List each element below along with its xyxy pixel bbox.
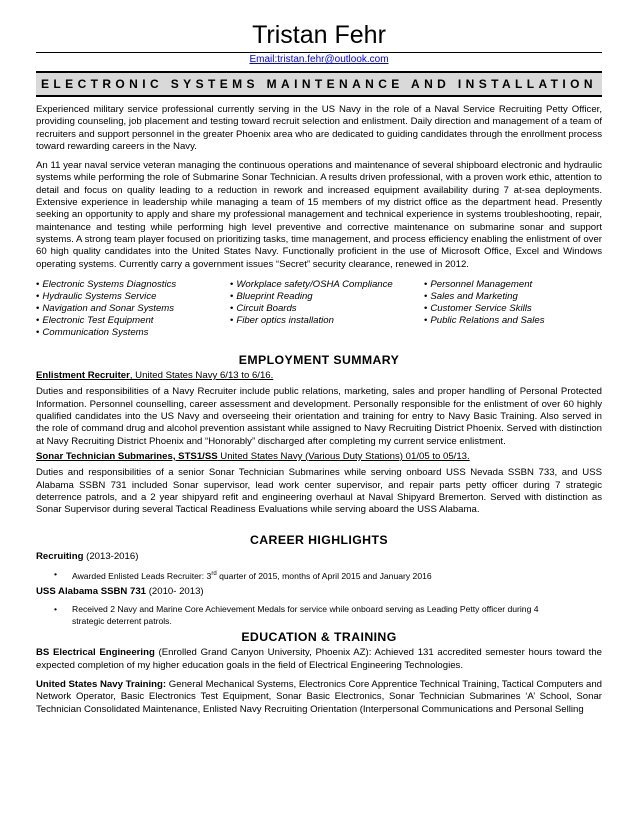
highlight-2-bullet: • Received 2 Navy and Marine Core Achievement Medals for service while onboard serving as Leading Petty officer during 4 <box>36 603 602 615</box>
training-paragraph <box>36 679 602 716</box>
skills-list <box>36 279 602 339</box>
skills-column-1 <box>36 279 230 339</box>
skill-item: • Communication Systems <box>36 327 230 339</box>
job-2-line <box>36 451 602 464</box>
highlight-1-years: (2013-2016) <box>83 550 139 562</box>
skills-column-2 <box>230 279 424 339</box>
highlight-2-title: USS Alabama SSBN 731 <box>36 586 147 598</box>
title-banner: ELECTRONIC SYSTEMS MAINTENANCE AND INSTALLATION <box>36 71 602 97</box>
resume-page <box>36 14 602 716</box>
email-link[interactable]: Email:tristan.fehr@outlook.com <box>249 54 389 65</box>
job-2-title: Sonar Technician Submarines, STS1/SS <box>36 450 218 462</box>
highlights-heading: CAREER HIGHLIGHTS <box>250 532 388 547</box>
skill-item: • Electronic Systems Diagnostics <box>36 279 230 291</box>
highlight-2-bullet-continued: strategic deterrent patrols. <box>72 616 172 627</box>
highlight-1-bullet <box>36 568 602 582</box>
skill-item: • Hydraulic Systems Service <box>36 291 230 303</box>
skill-item: • Customer Service Skills <box>424 303 602 315</box>
skill-item: • Navigation and Sonar Systems <box>36 303 230 315</box>
skill-item: • Fiber optics installation <box>230 315 424 327</box>
highlight-1-bullet-text: Awarded Enlisted Leads Recruiter: 3 <box>72 570 212 581</box>
degree-paragraph <box>36 647 602 672</box>
job-2-details: United States Navy (Various Duty Stations) 01/05 to 05/13. <box>217 450 470 462</box>
highlight-1-bullet-sup: rd <box>211 570 217 577</box>
summary-paragraph-2: An 11 year naval service veteran managing the continuous operations and maintenance of several shipboard electronic and hydraulic systems while performing the role of Submarine Sonar Technician. A results driven professional, with a proven work ethic, attention to detail and focus on quality leading to a reduction in rework and increased equipment availability during 7 at-sea deployments. Extensive experience in leadership while managing a team of 15 members of my district office as the department head. Presently seeking an opportunity to apply and share my professional management and technical experience in systems troubleshooting, repair, maintenance and testing while performing high level preventive and corrective maintenance on submarine sonar and support systems. A strong team player focused on prioritizing tasks, time management, and process efficiency enabling the enlistment of over 60 high quality candidates into the United States Navy. Functionally proficient in the use of Microsoft Office, Excel and Windows operating systems. Currently carry a government issues “Secret” security clearance, renewed in 2012. <box>36 160 602 270</box>
skill-item: • Public Relations and Sales <box>424 315 602 327</box>
highlight-2-title-line <box>36 586 602 598</box>
education-heading: EDUCATION & TRAINING <box>241 630 397 645</box>
highlight-1-title: Recruiting <box>36 550 84 562</box>
job-2-description: Duties and responsibilities of a senior Sonar Technician Submarines while serving onboard USS Nevada SSBN 733, and USS Alabama SSBN 731 included Sonar supervisor, lead work center supervisor, and repair parts petty officer during 7 strategic deterrence patrols, and a 2 year shipyard refit and engineering overhaul at Naval Shipyard Bremerton. Served with distinction as Sonar Supervisor during several Tactical Readiness Evaluations while serving aboard the USS Alabama. <box>36 467 602 516</box>
skill-item: • Blueprint Reading <box>230 291 424 303</box>
job-1-details: , United States Navy 6/13 to 6/16. <box>129 369 274 381</box>
degree-title: BS Electrical Engineering <box>36 647 155 659</box>
skill-item: • Workplace safety/OSHA Compliance <box>230 279 424 291</box>
training-title: United States Navy Training: <box>36 678 167 690</box>
job-1-description: Duties and responsibilities of a Navy Recruiter include public relations, marketing, sales and proper handling of Personal Protected Information. Personnel counselling, career assessment and development. Personally responsible for the enlistment of over 60 highly qualified candidates into the US Navy and overseeing their orientation and training for entry to Navy Basic Training. Also served in the role of command drug and alcohol prevention assistant while assigned to Navy Recruiting District Phoenix. Served with distinction at Navy Recruiting District Phoenix and “Honorably” discharged after completing my current service enlistment. <box>36 386 602 447</box>
skill-item: • Circuit Boards <box>230 303 424 315</box>
highlight-2-years: (2010- 2013) <box>146 586 204 598</box>
highlight-1-bullet-text-end: quarter of 2015, months of April 2015 and January 2016 <box>216 570 432 581</box>
skill-item: • Electronic Test Equipment <box>36 315 230 327</box>
header-rule <box>36 52 602 53</box>
training-text: General Mechanical Systems, Electronics Core Apprentice Technical Training, Tactical Computers and Network Operator, Basic Electronics Test Equipment, Sonar Basic Electronics, Sonar Technician Submarines ‘A’ School, Sonar Technician Consolidated Maintenance, Enlisted Navy Recruiting Orientation (Interpersonal Communications and Personal Selling <box>36 678 603 715</box>
highlight-1-title-line <box>36 551 602 563</box>
job-1-line <box>36 370 602 383</box>
skill-item: • Personnel Management <box>424 279 602 291</box>
summary-paragraph-1: Experienced military service professional currently serving in the US Navy in the role of a Naval Service Recruiting Petty Officer, providing counseling, job placement and testing toward recruit selection and enlistment. Daily direction and management of a team of recruiters and support personnel in the greater Phoenix area who are dedicated to guiding candidates through the enrollment process toward rewarding careers in the Navy. <box>36 104 602 152</box>
skills-column-3 <box>424 279 602 339</box>
degree-text: (Enrolled Grand Canyon University, Phoenix AZ): Achieved 131 accredited semester hours toward the expected completion of my higher education goals in the field of Electrical Engineering Technologies. <box>36 647 602 671</box>
employment-heading: EMPLOYMENT SUMMARY <box>238 352 400 367</box>
candidate-name: Tristan Fehr <box>252 21 386 49</box>
skill-item: • Sales and Marketing <box>424 291 602 303</box>
job-1-title: Enlistment Recruiter <box>36 369 130 381</box>
